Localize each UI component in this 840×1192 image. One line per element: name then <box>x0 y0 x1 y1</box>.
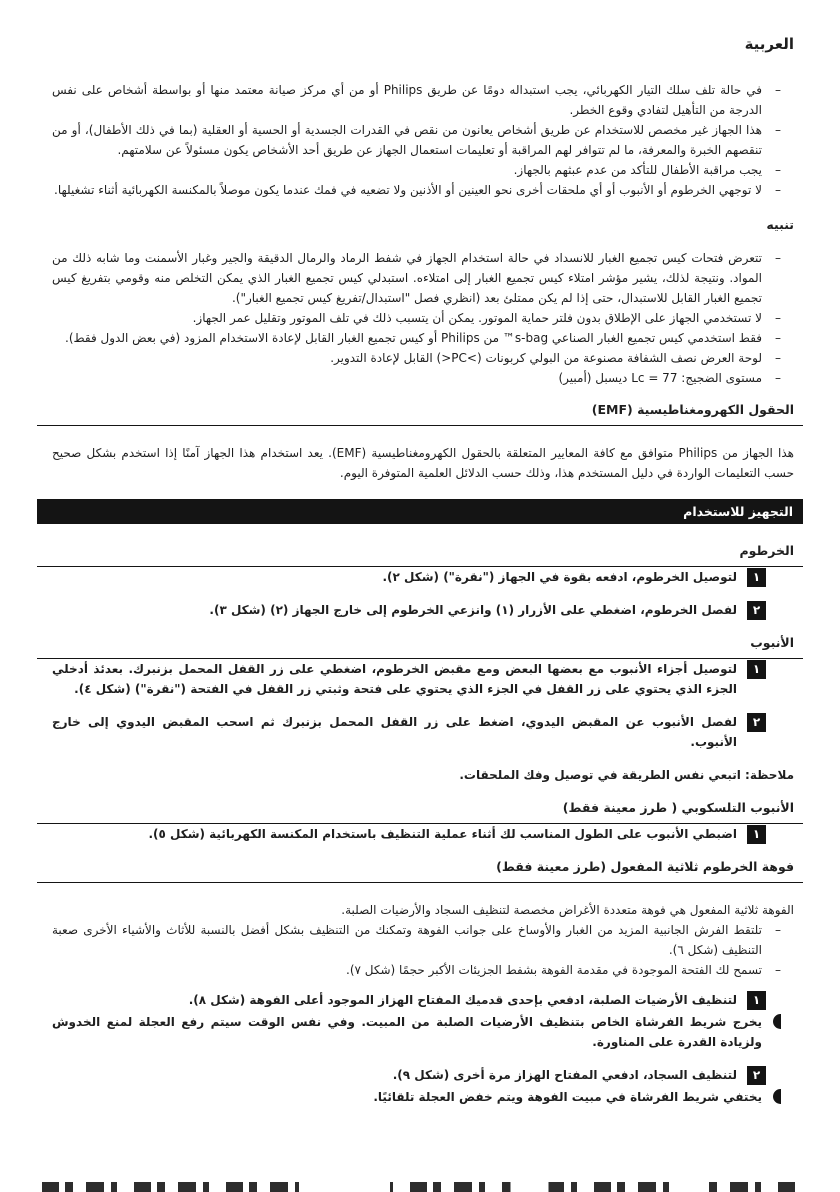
page-title: العربية <box>744 35 794 53</box>
bullet-text: تتعرض فتحات كيس تجميع الغبار للانسداد في حالة استخدام الجهاز في شفط الرماد والرمال الدقيقة والجير وغبار الأسمنت وما شابه ذلك من المواد. ونتيجة لذلك، يشير مؤشر امتلاء كيس تجميع الغبار إلى امتلاءه. استبدلي كيس تجميع الغبار الذي يمكن التخلص منه وقومي بتفريغ كيس تجميع الغبار القابل للاستبدال، حتى إذا لم يكن ممتلئ بعد (انظري فصل "استبدال/تفريغ كيس تجميع الغبار"). <box>52 251 762 305</box>
hose-heading: الخرطوم <box>739 543 794 558</box>
step-text: اضبطي الأنبوب على الطول المناسب لك أثناء عملية التنظيف باستخدام المكنسة الكهربائية (شكل ٥). <box>148 827 737 841</box>
dash-bullet-icon: – <box>775 351 781 365</box>
dash-bullet-icon: – <box>775 963 781 977</box>
step-number-badge: ١ <box>747 991 766 1010</box>
list-item <box>52 920 794 960</box>
step-item <box>52 824 794 844</box>
emf-heading: الحقول الكهرومغناطيسية (EMF) <box>591 402 794 417</box>
list-item <box>52 308 794 328</box>
list-item <box>52 248 794 308</box>
list-item <box>52 960 794 980</box>
bullet-text: فقط استخدمي كيس تجميع الغبار الصناعي s-bag™ من Philips أو كيس تجميع الغبار القابل لإعادة الاستخدام المزود (في بعض الدول فقط). <box>65 331 762 345</box>
step-result <box>52 1087 794 1107</box>
note-text: ملاحظة: اتبعي نفس الطريقة في توصيل وفك الملحقات. <box>459 768 794 782</box>
section-bar <box>37 499 803 524</box>
dash-bullet-icon: – <box>775 83 781 97</box>
list-item <box>52 80 794 120</box>
list-item <box>52 120 794 160</box>
result-text: يختفي شريط الفرشاة في مبيت الفوهة ويتم خفض العجلة تلقائيًا. <box>373 1090 762 1104</box>
caution-list <box>52 248 794 388</box>
bullet-text: في حالة تلف سلك التيار الكهربائي، يجب استبداله دومًا عن طريق Philips أو من أي مركز صيانة معتمد منها أو بواسطة أشخاص على نفس الدرجة من التأهيل لتفادي وقوع الخطر. <box>52 83 762 117</box>
step-item <box>52 712 794 752</box>
dash-bullet-icon: – <box>775 183 781 197</box>
step-item <box>52 990 794 1010</box>
safety-warnings-list <box>52 80 794 200</box>
bullet-text: لوحة العرض نصف الشفافة مصنوعة من البولي كربونات (>PC<) القابل لإعادة التدوير. <box>330 351 762 365</box>
bullet-text: هذا الجهاز غير مخصص للاستخدام عن طريق أشخاص يعانون من نقص في القدرات الجسدية أو الحسية أو العقلية (بما في ذلك الأطفال)، أو من تنقصهم الخبرة والمعرفة، ما لم تتوافر لهم المراقبة أو تعليمات استعمال الجهاز عن طريق أحد الأشخاص يكون مسئولاً عن سلامتهم. <box>52 123 762 157</box>
divider <box>37 425 803 426</box>
list-item <box>52 180 794 200</box>
step-item <box>52 567 794 587</box>
bullet-text: لا تستخدمي الجهاز على الإطلاق بدون فلتر حماية الموتور. يمكن أن يتسبب ذلك في تلف الموتور وتقليل عمر الجهاز. <box>192 311 762 325</box>
telescopic-tube-heading: الأنبوب التلسكوبي ( طرز معينة فقط) <box>562 800 794 815</box>
caution-heading: تنبيه <box>766 217 794 232</box>
list-item <box>52 160 794 180</box>
step-number-badge: ٢ <box>747 713 766 732</box>
bullet-text: مستوى الضجيج: Lc = 77 ديسبل (أمبير) <box>558 371 762 385</box>
step-item <box>52 1065 794 1085</box>
step-number-badge: ٢ <box>747 601 766 620</box>
step-text: لتنظيف الأرضيات الصلبة، ادفعي بإحدى قدميك المفتاح الهزاز الموجود أعلى الفوهة (شكل ٨). <box>188 993 737 1007</box>
step-text: لتوصيل أجزاء الأنبوب مع بعضها البعض ومع مقبض الخرطوم، اضغطي على زر القفل المحمل بزنبرك. بعدئذ أدخلي الجزء الذي يحتوي على زر القفل في الجزء الذي يحتوي على فتحة وثبتي زر القفل في الفتحة ("نقرة") (شكل ٤). <box>52 662 737 696</box>
dash-bullet-icon: – <box>775 923 781 937</box>
step-text: لفصل الأنبوب عن المقبض اليدوي، اضغط على زر القفل المحمل بزنبرك ثم اسحب المقبض اليدوي إلى خارج الأنبوب. <box>52 715 737 749</box>
list-item <box>52 348 794 368</box>
step-item <box>52 600 794 620</box>
clipped-next-line-fragments <box>42 1182 798 1192</box>
tri-nozzle-intro: الفوهة ثلاثية المفعول هي فوهة متعددة الأغراض مخصصة لتنظيف السجاد والأرضيات الصلبة. <box>341 903 794 917</box>
divider <box>37 882 803 883</box>
bullet-text: يجب مراقبة الأطفال للتأكد من عدم عبثهم بالجهاز. <box>513 163 762 177</box>
dash-bullet-icon: – <box>775 311 781 325</box>
tri-nozzle-list <box>52 920 794 980</box>
dash-bullet-icon: – <box>775 123 781 137</box>
step-text: لفصل الخرطوم، اضغطي على الأزرار (١) وانزعي الخرطوم إلى خارج الجهاز (٢) (شكل ٣). <box>209 603 737 617</box>
step-result <box>52 1012 794 1052</box>
result-bullet-icon <box>773 1089 781 1104</box>
step-number-badge: ١ <box>747 825 766 844</box>
step-number-badge: ١ <box>747 568 766 587</box>
bullet-text: لا توجهي الخرطوم أو الأنبوب أو أي ملحقات أخرى نحو العينين أو الأذنين ولا تضعيه في فمك عندما يكون موصلاً بالمكنسة الكهربائية أثناء تشغيلها. <box>54 183 762 197</box>
list-item <box>52 368 794 388</box>
tri-active-nozzle-heading: فوهة الخرطوم ثلاثية المفعول (طرز معينة فقط) <box>496 859 794 874</box>
step-text: لتنظيف السجاد، ادفعي المفتاح الهزاز مرة أخرى (شكل ٩). <box>392 1068 737 1082</box>
list-item <box>52 328 794 348</box>
dash-bullet-icon: – <box>775 371 781 385</box>
step-item <box>52 659 794 699</box>
step-number-badge: ١ <box>747 660 766 679</box>
dash-bullet-icon: – <box>775 163 781 177</box>
bullet-text: تسمح لك الفتحة الموجودة في مقدمة الفوهة بشفط الجزيئات الأكبر حجمًا (شكل ٧). <box>346 963 762 977</box>
bullet-text: تلتقط الفرش الجانبية المزيد من الغبار والأوساخ على جوانب الفوهة وتمكنك من التنظيف بشكل أفضل بالنسبة للأثاث والأشياء الأخرى صعبة التنظيف (شكل ٦). <box>52 923 762 957</box>
step-text: لتوصيل الخرطوم، ادفعه بقوة في الجهاز ("نقرة") (شكل ٢). <box>382 570 737 584</box>
result-text: يخرج شريط الفرشاة الخاص بتنظيف الأرضيات الصلبة من المبيت. وفي نفس الوقت سيتم رفع العجلة لمنع الخدوش ولزيادة القدرة على المناورة. <box>52 1015 762 1049</box>
tube-heading: الأنبوب <box>750 635 794 650</box>
result-bullet-icon <box>773 1014 781 1029</box>
section-bar-label: التجهيز للاستخدام <box>683 504 793 519</box>
dash-bullet-icon: – <box>775 331 781 345</box>
step-number-badge: ٢ <box>747 1066 766 1085</box>
dash-bullet-icon: – <box>775 251 781 265</box>
emf-paragraph: هذا الجهاز من Philips متوافق مع كافة المعايير المتعلقة بالحقول الكهرومغناطيسية (EMF). يعد استخدام هذا الجهاز آمنًا إذا استخدم بشكل صحيح حسب التعليمات الواردة في دليل المستخدم هذا، وذلك حسب الدلائل العلمية المتوفرة اليوم. <box>52 446 794 480</box>
